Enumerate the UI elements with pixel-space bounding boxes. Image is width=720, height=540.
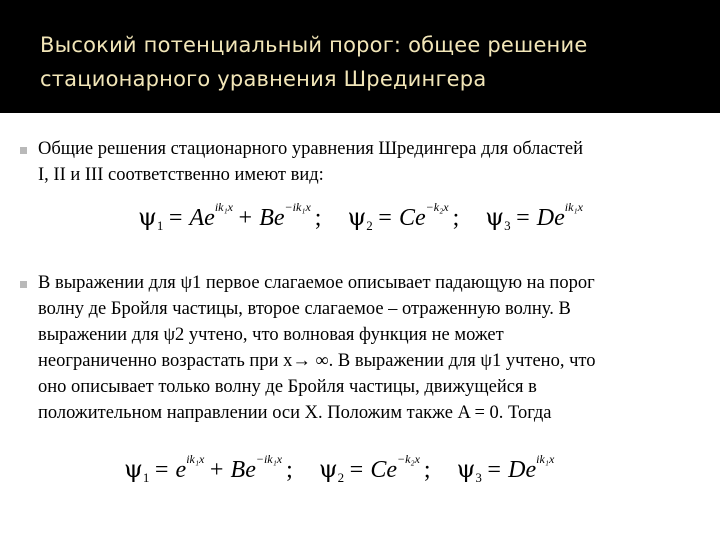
psi-3-symbol: ψ bbox=[485, 203, 505, 231]
psi-3-term: = De bbox=[514, 205, 565, 231]
bullet-marker-1 bbox=[20, 147, 27, 154]
psi-2-subscript: 2 bbox=[366, 218, 373, 233]
slide-title-line-2: стационарного уравнения Шредингера bbox=[40, 67, 487, 91]
psi-2-symbol: ψ bbox=[318, 455, 338, 483]
title-bar bbox=[0, 0, 720, 113]
psi-2-term: = Ce bbox=[376, 205, 426, 231]
psi-2-symbol: ψ bbox=[347, 203, 367, 231]
bullet-2-line-3: выражении для ψ2 учтено, что волновая функция не может bbox=[38, 325, 504, 345]
bullet-2-line-2: волну де Бройля частицы, второе слагаемое – отраженную волну. В bbox=[38, 299, 571, 319]
psi-1-subscript: 1 bbox=[142, 470, 150, 485]
psi-3-subscript: 3 bbox=[475, 470, 482, 485]
bullet-1-text bbox=[38, 136, 713, 188]
psi-1-exp-b: −ik₁x bbox=[284, 200, 311, 214]
slide-title bbox=[40, 28, 700, 96]
psi-2-exp: −k₂x bbox=[397, 452, 420, 466]
psi-2-term: = Ce bbox=[348, 457, 397, 483]
psi-1-term-b: + Be bbox=[237, 205, 285, 231]
psi-1-subscript: 1 bbox=[156, 218, 164, 233]
psi-1-exp-b: −ik₁x bbox=[255, 452, 283, 466]
psi-1-term-a: = e bbox=[153, 457, 187, 483]
psi-3-subscript: 3 bbox=[504, 218, 511, 233]
separator-1: ; bbox=[314, 205, 322, 231]
bullet-2-line-6: положительном направлении оси X. Положим также A = 0. Тогда bbox=[38, 403, 552, 423]
psi-1-symbol: ψ bbox=[138, 203, 157, 231]
psi-1-exp-a: ik₁x bbox=[186, 452, 205, 466]
bullet-1-line-2: I, II и III соответственно имеют вид: bbox=[38, 165, 324, 185]
psi-3-symbol: ψ bbox=[456, 455, 476, 483]
psi-3-term: = De bbox=[485, 457, 537, 483]
bullet-2-line-5: оно описывает только волну де Бройля частицы, движущейся в bbox=[38, 377, 537, 397]
psi-2-exp: −k₂x bbox=[425, 200, 449, 214]
formula-general-solutions bbox=[138, 200, 583, 233]
bullet-marker-2 bbox=[20, 281, 27, 288]
formula-with-a-zero bbox=[124, 452, 555, 485]
bullet-2-line-4: неограниченно возрастать при x→ ∞. В выражении для ψ1 учтено, что bbox=[38, 351, 596, 371]
psi-2-subscript: 2 bbox=[337, 470, 345, 485]
separator-2: ; bbox=[423, 457, 431, 483]
slide-title-line-1: Высокий потенциальный порог: общее решение bbox=[40, 33, 588, 57]
psi-3-exp: ik₁x bbox=[564, 200, 583, 214]
bullet-1-line-1: Общие решения стационарного уравнения Шредингера для областей bbox=[38, 139, 583, 159]
bullet-2-line-1: В выражении для ψ1 первое слагаемое описывает падающую на порог bbox=[38, 273, 595, 293]
psi-1-term-b: + Be bbox=[208, 457, 256, 483]
bullet-2-text bbox=[38, 270, 713, 426]
psi-1-term-a: = Ae bbox=[167, 205, 215, 231]
separator-2: ; bbox=[452, 205, 460, 231]
psi-1-exp-a: ik₁x bbox=[214, 200, 234, 214]
psi-3-exp: ik₁x bbox=[536, 452, 555, 466]
psi-1-symbol: ψ bbox=[124, 455, 143, 483]
separator-1: ; bbox=[286, 457, 293, 483]
